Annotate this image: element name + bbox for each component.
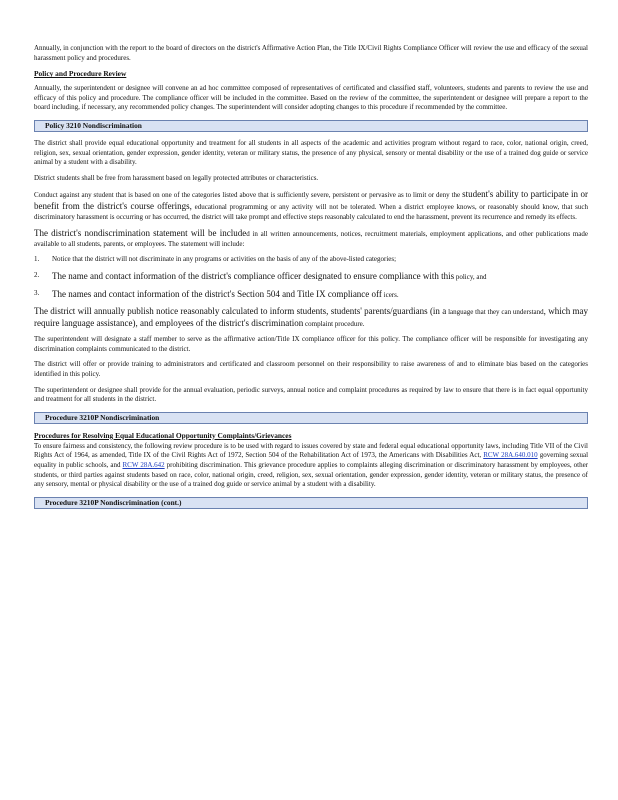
list-number: 1. (34, 255, 40, 264)
procedure-paragraph (34, 442, 588, 490)
policy-p4-part-a: The district's nondiscrimination statement will be include (34, 228, 247, 239)
list-item-2 (34, 271, 588, 283)
policy-3210-bar: Policy 3210 Nondiscrimination (34, 120, 588, 132)
list-text-large: The name and contact information of the district's compliance officer designated to ensure compliance with this (52, 270, 455, 281)
policy-paragraph-2: District students shall be free from harassment based on legally protected attributes or characteristics. (34, 173, 319, 182)
rcw-28a-640-010-link[interactable]: RCW 28A.640.010 (483, 451, 538, 460)
policy-p4-part-b: d in all written announcements, notices, recruitment materials, employment applications, and other publications made available to all students, parents, or employees. The statement will include: (34, 230, 589, 248)
intro-paragraph: Annually, in conjunction with the report to the board of directors on the district's Affirmative Action Plan, the Title IX/Civil Rights Compliance Officer will review the use and efficacy of the sexual harassment policy and procedures. (34, 44, 588, 62)
policy-p5-part-d: complaint procedure. (305, 319, 365, 328)
procedure-heading (34, 431, 588, 440)
procedure-3210p-cont-bar: Procedure 3210P Nondiscrimination (cont.) (34, 497, 588, 509)
list-number: 3. (34, 288, 40, 297)
policy-paragraph-6: The superintendent will designate a staff member to serve as the affirmative action/Title IX compliance officer for this policy. The compliance officer will be responsible for investigating any discrimination complaints communicated to the district. (34, 335, 588, 353)
list-text-large: The names and contact information of the district's Section 504 and Title IX compliance off (52, 288, 382, 299)
list-item-1 (34, 255, 588, 265)
policy-review-heading: Policy and Procedure Review (34, 69, 127, 79)
policy-p3-part-a: Conduct against any student that is based on one of the categories listed above that is sufficiently severe, persistent or pervasive as to limit or deny the (34, 191, 461, 200)
procedure-text-c: prohibiting discrimination. This grievance procedure applies to complaints alleging discrimination or discriminatory harassment by employees, other students, or third parties against students based on race, color, national origin, creed, religion, sex, sexual orientation, gender expression, gender identity, veteran or military status, the presence of any sensory, mental or physical disability or the use of a trained dog guide or service animal by a student with a disability. (34, 461, 589, 489)
policy-paragraph-5 (34, 306, 588, 329)
policy-p5-part-b: language that they can understand (448, 308, 544, 317)
policy-p5-part-a: The district will annually publish notice reasonably calculated to inform students, students' parents/guardians (in a (34, 306, 447, 317)
rcw-28a-642-link[interactable]: RCW 28A.642 (122, 461, 165, 470)
policy-paragraph-7: The district will offer or provide training to administrators and certificated and classroom personnel on their responsibility to raise awareness of and to eliminate bias based on the categories identified in this policy. (34, 360, 588, 379)
policy-paragraph-3 (34, 189, 588, 222)
document-page (34, 44, 588, 516)
policy-review-paragraph: Annually, the superintendent or designee will convene an ad hoc committee composed of representatives of certificated and classified staff, volunteers, students and parents to review the use and efficacy of this policy and procedure. The compliance officer will be included in the committee. Based on the review of the committee, the superintendent or designee will prepare a report to the board including, if necessary, any recommended policy changes. The superintendent will consider adopting changes to this procedure if recommended by the committee. (34, 84, 588, 112)
policy-p3-part-c: educational programming or any activity will not be tolerated. When a district employee knows, or reasonably should know, that such discriminatory harassment is occurring or has occurred, the district will take prompt and effective steps reasonably calculated to end the harassment, prevent its recurrence and remedy its effects. (34, 202, 588, 221)
list-item-3 (34, 289, 588, 301)
procedure-3210p-bar: Procedure 3210P Nondiscrimination (34, 412, 588, 424)
list-text: Notice that the district will not discriminate in any programs or activities on the basis of any of the above-listed categories; (52, 255, 397, 264)
procedure-text-a: To ensure fairness and consistency, the following review procedure is to be used with regard to issues covered by state and federal equal educational opportunity laws, including Title VII of the Civil Rights Act of 1964, as amended, Title IX of the Civil Rights Act of 1972, Section 504 of the Rehabilitation Act of 1973, the Americans with Disabilities Act, (34, 441, 588, 460)
list-number: 2. (34, 270, 40, 279)
policy-paragraph-4 (34, 228, 588, 249)
policy-paragraph-1: The district shall provide equal educational opportunity and treatment for all students in all aspects of the academic and activities program without regard to race, color, national origin, creed, religion, sex, sexual orientation, gender expression, gender identity, veteran or military status, the presence of any physical, sensory or mental disability or the use of a trained dog guide or service animal by a student with a disability. (34, 138, 588, 167)
list-text: icers. (383, 290, 399, 299)
policy-p5-part-c: , which may require language assistance), and employees of the district's discrimination (34, 306, 589, 328)
policy-p3-part-b: student's ability to participate in or benefit from the district's course offerings, (34, 189, 588, 211)
procedure-heading-text: Procedures for Resolving Equal Educational Opportunity Complaints/Grievances (34, 430, 292, 440)
list-text: policy, and (455, 272, 487, 281)
procedure-text-b: governing sexual equality in public schools, and (34, 451, 589, 470)
policy-paragraph-8: The superintendent or designee shall provide for the annual evaluation, periodic surveys, annual notice and complaint procedures as required by law to ensure that there is in fact equal opportunity and treatment for all students in the district. (34, 385, 588, 404)
